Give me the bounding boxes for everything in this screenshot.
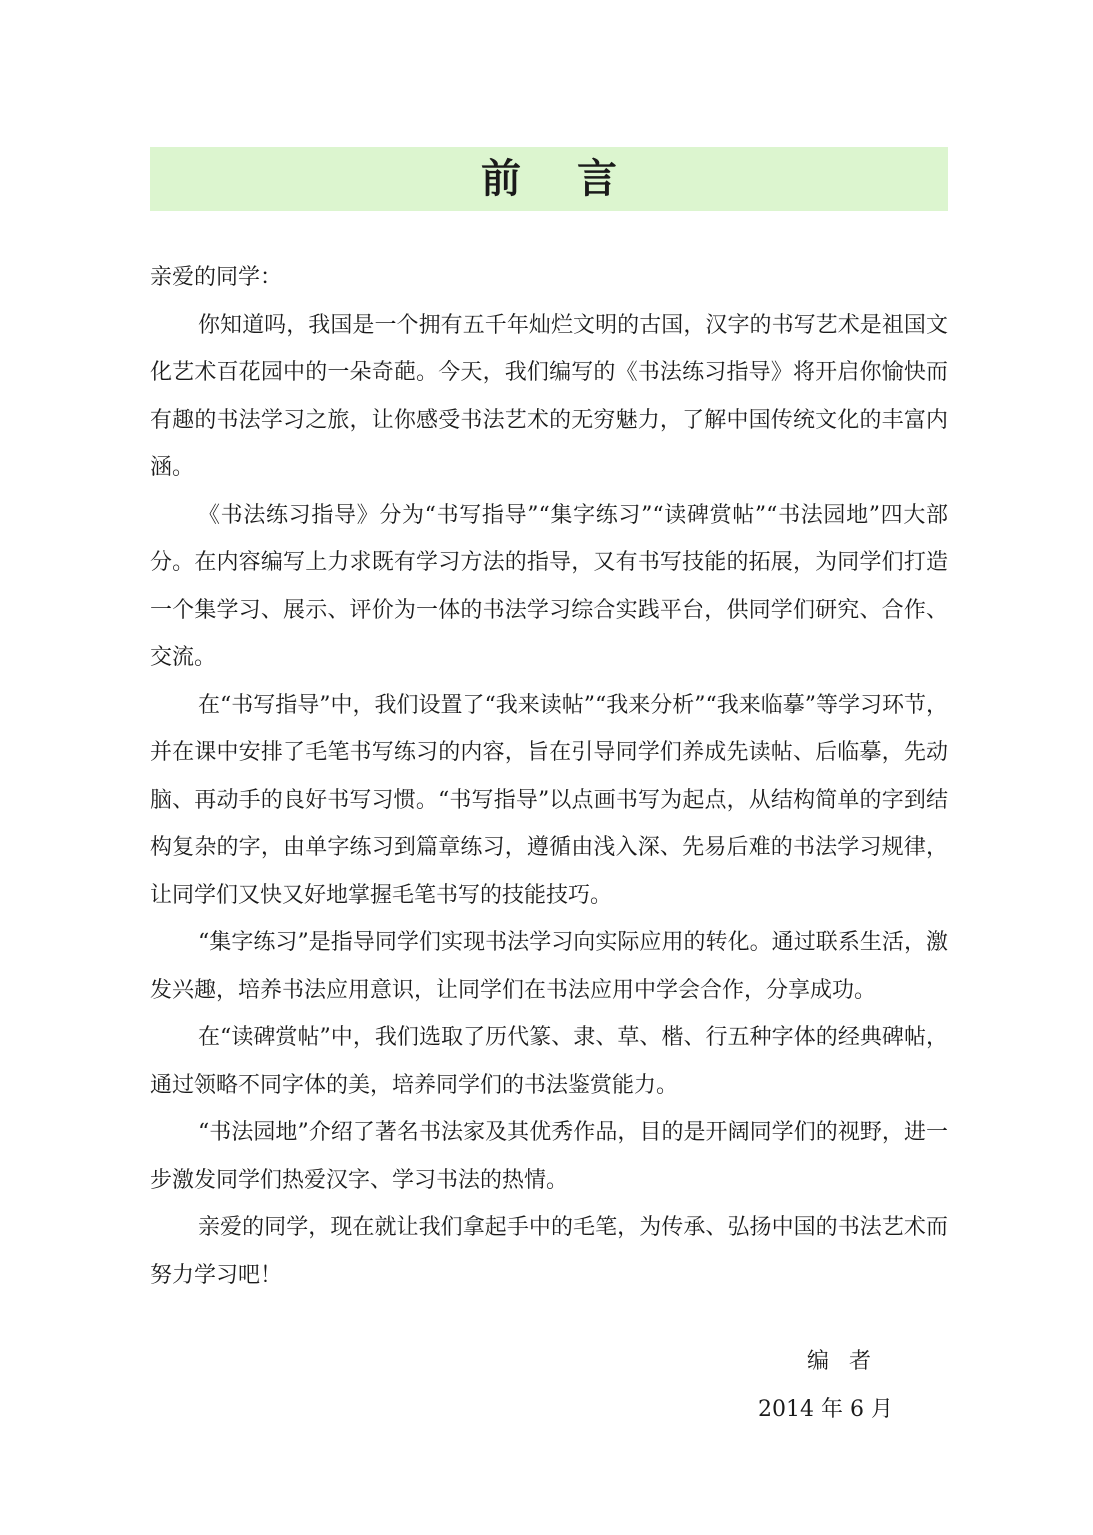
page-title: 前言: [481, 155, 673, 202]
author-signature: 编者: [806, 1349, 891, 1374]
title-banner: [150, 147, 948, 211]
paragraph-1: 你知道吗，我国是一个拥有五千年灿烂文明的古国，汉字的书写艺术是祖国文化艺术百花园中的一朵奇葩。今天，我们编写的《书法练习指导》将开启你愉快而有趣的书法学习之旅，让你感受书法艺术的无穷魅力，了解中国传统文化的丰富内涵。: [150, 312, 948, 480]
date-line: 2014 年 6 月: [758, 1397, 893, 1422]
signature-block: [758, 1338, 893, 1434]
greeting: 亲爱的同学：: [150, 265, 283, 290]
preface-body: [150, 254, 948, 1299]
paragraph-3: 在“书写指导”中，我们设置了“我来读帖”“我来分析”“我来临摹”等学习环节，并在课中安排了毛笔书写练习的内容，旨在引导同学们养成先读帖、后临摹，先动脑、再动手的良好书写习惯。“书写指导”以点画书写为起点，从结构简单的字到结构复杂的字，由单字练习到篇章练习，遵循由浅入深、先易后难的书法学习规律，让同学们又快又好地掌握毛笔书写的技能技巧。: [150, 692, 948, 908]
paragraph-2: 《书法练习指导》分为“书写指导”“集字练习”“读碑赏帖”“书法园地”四大部分。在内容编写上力求既有学习方法的指导，又有书写技能的拓展，为同学们打造一个集学习、展示、评价为一体的书法学习综合实践平台，供同学们研究、合作、交流。: [150, 502, 948, 670]
paragraph-7: 亲爱的同学，现在就让我们拿起手中的毛笔，为传承、弘扬中国的书法艺术而努力学习吧！: [150, 1215, 948, 1288]
paragraph-5: 在“读碑赏帖”中，我们选取了历代篆、隶、草、楷、行五种字体的经典碑帖，通过领略不同字体的美，培养同学们的书法鉴赏能力。: [150, 1025, 948, 1098]
paragraph-6: “书法园地”介绍了著名书法家及其优秀作品，目的是开阔同学们的视野，进一步激发同学们热爱汉字、学习书法的热情。: [150, 1120, 948, 1193]
paragraph-4: “集字练习”是指导同学们实现书法学习向实际应用的转化。通过联系生活，激发兴趣，培养书法应用意识，让同学们在书法应用中学会合作，分享成功。: [150, 930, 948, 1003]
